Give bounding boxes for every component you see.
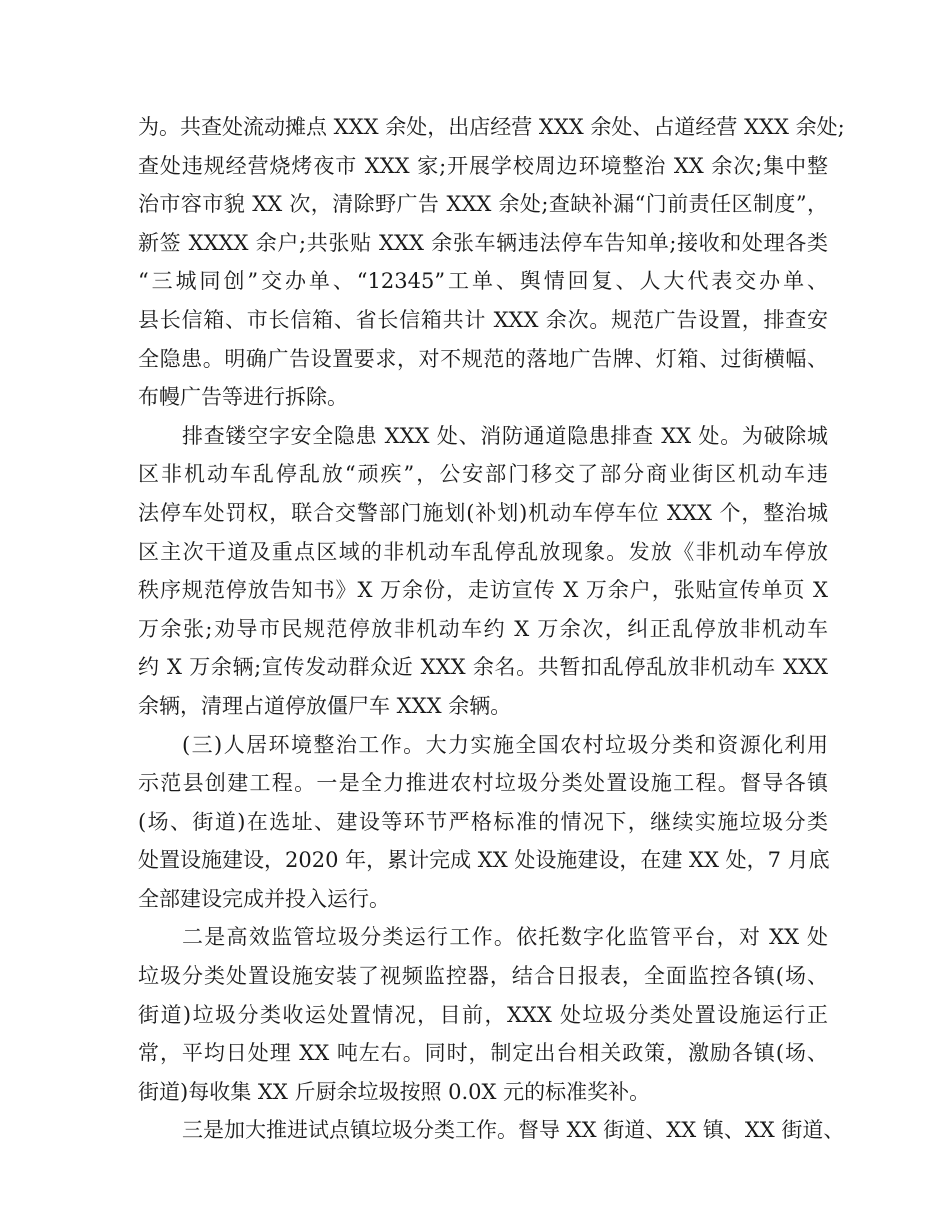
text-line: 约 X 万余辆;宣传发动群众近 XXX 余名。共暂扣乱停乱放非机动车 XXX: [138, 655, 828, 680]
text-line: 查处违规经营烧烤夜市 XXX 家;开展学校周边环境整治 XX 余次;集中整: [138, 153, 828, 178]
text-line: 新签 XXXX 余户;共张贴 XXX 余张车辆违法停车告知单;接收和处理各类: [138, 230, 828, 255]
text-line: 三是加大推进试点镇垃圾分类工作。督导 XX 街道、XX 镇、XX 街道、: [182, 1118, 845, 1143]
text-line: 排查镂空字安全隐患 XXX 处、消防通道隐患排查 XX 处。为破除城: [182, 423, 828, 448]
paragraph-5: [138, 1111, 845, 1150]
text-line: 县长信箱、市长信箱、省长信箱共计 XXX 余次。规范广告设置，排查安: [138, 307, 828, 332]
text-line: (三)人居环境整治工作。大力实施全国农村垃圾分类和资源化利用: [182, 732, 828, 757]
paragraph-4: [138, 918, 828, 1111]
text-line: 布幔广告等进行拆除。: [138, 385, 348, 410]
text-line: 余辆，清理占道停放僵尸车 XXX 余辆。: [138, 693, 512, 718]
text-line: 为。共查处流动摊点 XXX 余处，出店经营 XXX 余处、占道经营 XXX 余处;: [138, 115, 845, 139]
text-line: 区主次干道及重点区域的非机动车乱停乱放现象。发放《非机动车停放: [138, 539, 828, 564]
document-body: [138, 108, 845, 1150]
text-line: 二是高效监管垃圾分类运行工作。依托数字化监管平台，对 XX 处: [182, 925, 828, 950]
text-line: 秩序规范停放告知书》X 万余份，走访宣传 X 万余户，张贴宣传单页 X: [138, 578, 828, 603]
text-line: 区非机动车乱停乱放“顽疾”，公安部门移交了部分商业街区机动车违: [138, 462, 828, 487]
text-line: 法停车处罚权，联合交警部门施划(补划)机动车停车位 XXX 个，整治城: [138, 500, 828, 525]
text-line: 街道)垃圾分类收运处置情况，目前，XXX 处垃圾分类处置设施运行正: [138, 1002, 828, 1027]
paragraph-2: [138, 417, 828, 726]
paragraph-1: [138, 108, 845, 417]
text-line: 街道)每收集 XX 斤厨余垃圾按照 0.0X 元的标准奖补。: [138, 1079, 651, 1104]
text-line: (场、街道)在选址、建设等环节严格标准的情况下，继续实施垃圾分类: [138, 809, 828, 834]
text-line: 处置设施建设，2020 年，累计完成 XX 处设施建设，在建 XX 处，7 月底: [138, 848, 830, 873]
text-line: 治市容市貌 XX 次，清除野广告 XXX 余处;查缺补漏“门前责任区制度”，: [138, 192, 828, 217]
text-line: “三城同创”交办单、“12345”工单、舆情回复、人大代表交办单、: [138, 269, 828, 294]
text-line: 万余张;劝导市民规范停放非机动车约 X 万余次，纠正乱停放非机动车: [138, 616, 828, 641]
text-line: 全隐患。明确广告设置要求，对不规范的落地广告牌、灯箱、过街横幅、: [138, 346, 828, 371]
paragraph-3: [138, 726, 828, 919]
text-line: 常，平均日处理 XX 吨左右。同时，制定出台相关政策，激励各镇(场、: [138, 1041, 828, 1066]
text-line: 全部建设完成并投入运行。: [138, 886, 390, 911]
text-line: 示范县创建工程。一是全力推进农村垃圾分类处置设施工程。督导各镇: [138, 771, 828, 796]
text-line: 垃圾分类处置设施安装了视频监控器，结合日报表，全面监控各镇(场、: [138, 964, 828, 989]
